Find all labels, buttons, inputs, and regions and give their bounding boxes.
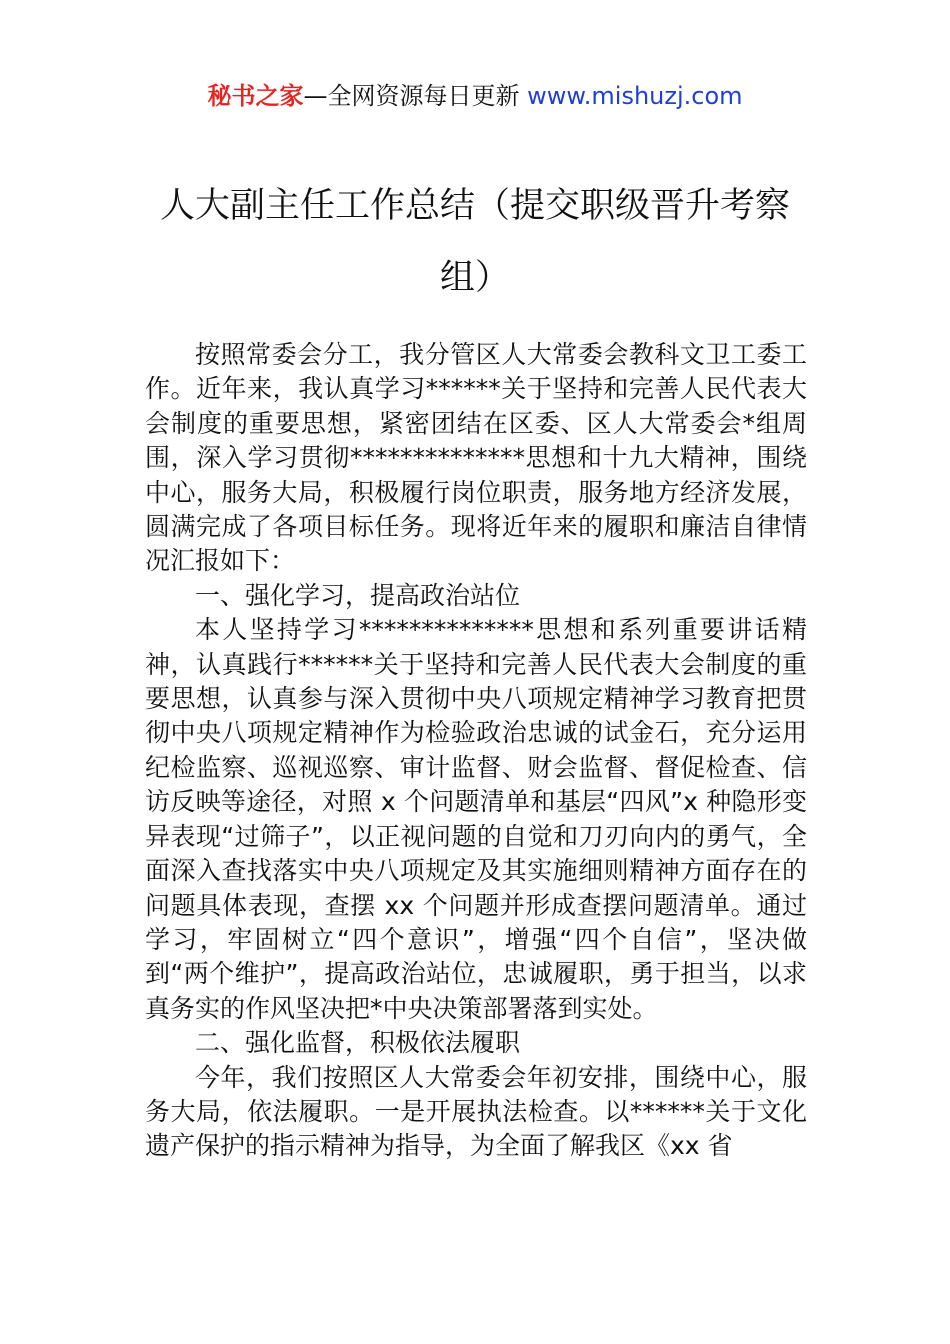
intro-paragraph: 按照常委会分工，我分管区人大常委会教科文卫工委工作。近年来，我认真学习******关于坚持和完善人民代表大会制度的重要思想，紧密团结在区委、区人大常委会*组周围，深入学习贯彻**************思想和十九大精神，围绕中心，服务大局，积极履行岗位职责，服务地方经济发展，圆满完成了各项目标任务。现将近年来的履职和廉洁自律情况汇报如下：	[145, 340, 807, 576]
section-heading-1: 一、强化学习，提高政治站位	[195, 580, 521, 610]
section-1-paragraph: 本人坚持学习**************思想和系列重要讲话精神，认真践行******关于坚持和完善人民代表大会制度的重要思想，认真参与深入贯彻中央八项规定精神学习教育把贯彻中央八项规定精神作为检验政治忠诚的试金石，充分运用纪检监察、巡视巡察、审计监督、财会监督、督促检查、信访反映等途径，对照 x 个问题清单和基层“四风”x 种隐形变异表现“过筛子”，以正视问题的自觉和刀刃向内的勇气，全面深入查找落实中央八项规定及其实施细则精神方面存在的问题具体表现，查摆 xx 个问题并形成查摆问题清单。通过学习，牢固树立“四个意识”，增强“四个自信”，坚决做到“两个维护”，提高政治站位，忠诚履职，勇于担当，以求真务实的作风坚决把*中央决策部署落到实处。	[145, 615, 807, 1023]
site-header	[0, 80, 950, 112]
brand-name: 秘书之家	[207, 82, 304, 110]
section-heading-2: 二、强化监督，积极依法履职	[195, 1028, 521, 1058]
header-tagline: —全网资源每日更新	[303, 82, 528, 110]
document-body	[145, 338, 807, 1164]
section-2-paragraph: 今年，我们按照区人大常委会年初安排，围绕中心，服务大局，依法履职。一是开展执法检查。以******关于文化遗产保护的指示精神为指导，为全面了解我区《xx 省	[145, 1062, 807, 1161]
document-title: 人大副主任工作总结（提交职级晋升考察组）	[159, 186, 790, 298]
site-url-link[interactable]: www.mishuzj.com	[527, 82, 743, 110]
